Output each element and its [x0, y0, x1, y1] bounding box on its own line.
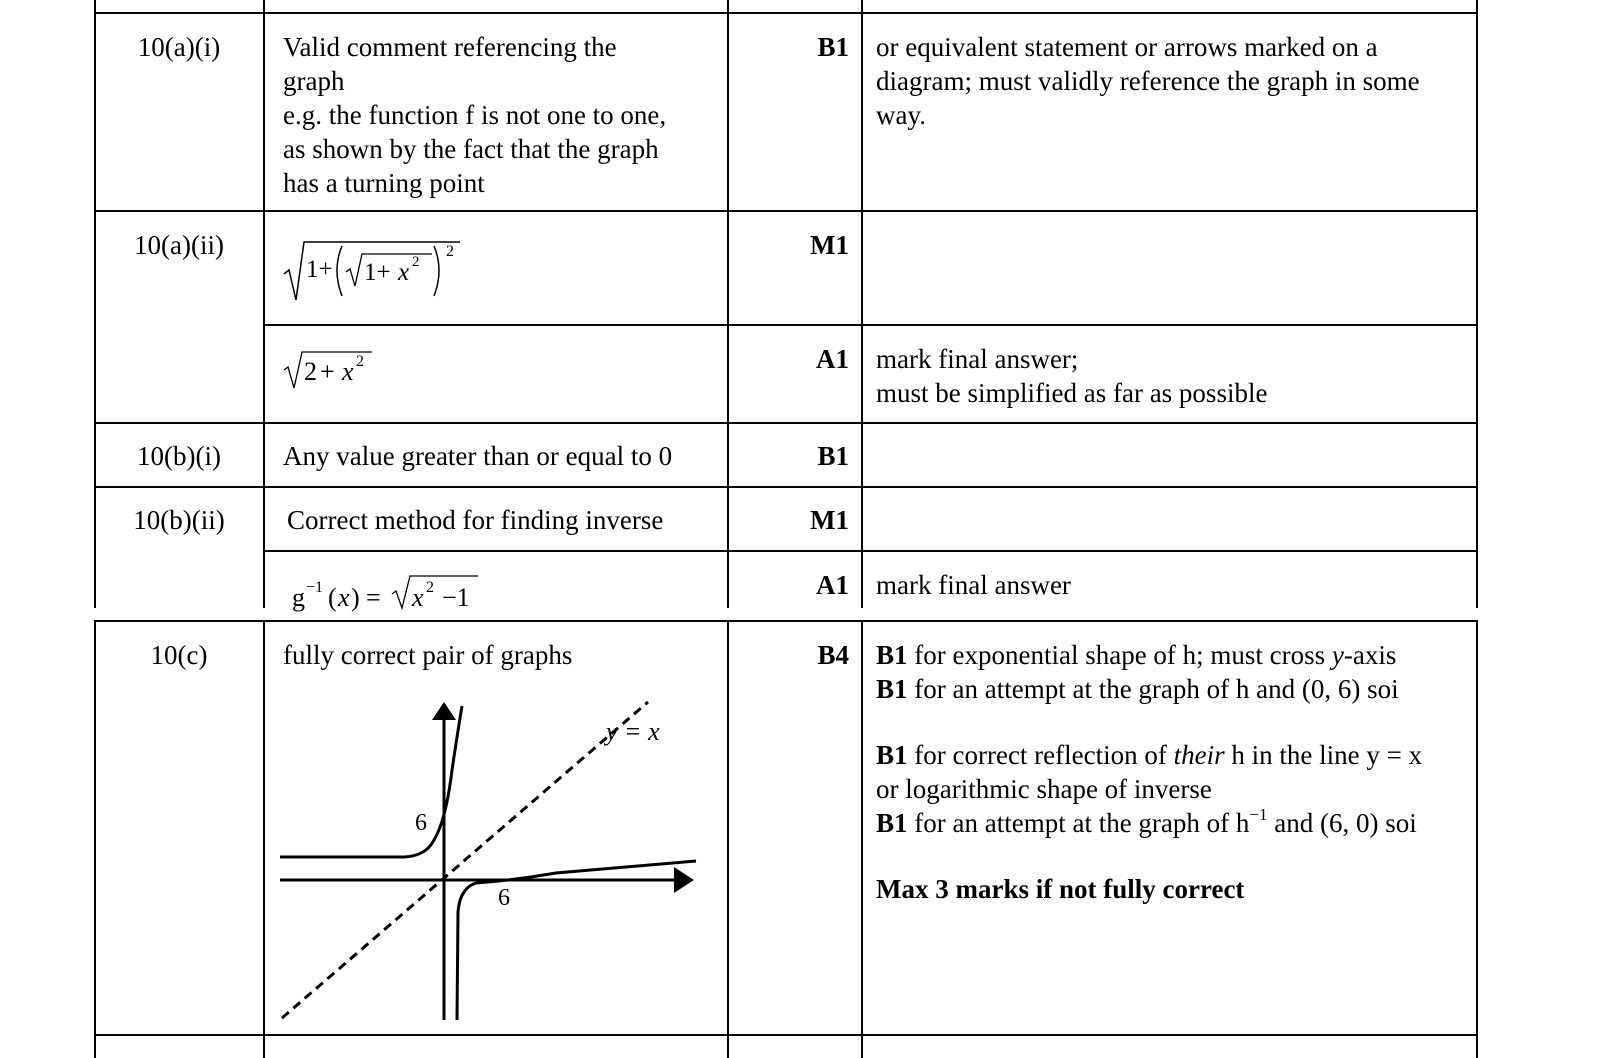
- svg-text:−1: −1: [306, 579, 324, 596]
- svg-text:x: x: [338, 583, 350, 612]
- mark-code: M1: [810, 505, 849, 535]
- col-rule-right: [1476, 0, 1478, 608]
- x-axis-arrow: [674, 867, 694, 893]
- svg-text:2: 2: [304, 357, 317, 386]
- guidance-line: must be simplified as far as possible: [876, 378, 1268, 408]
- mark-code: A1: [816, 344, 849, 374]
- svg-text:2: 2: [426, 579, 434, 596]
- guidance-line: mark final answer;: [876, 344, 1079, 374]
- nested-root-expression: [282, 230, 502, 310]
- svg-text:x: x: [398, 259, 410, 286]
- guidance-line: or logarithmic shape of inverse: [876, 774, 1212, 804]
- guidance-line: B1 for an attempt at the graph of h and (0, 6) soi: [876, 674, 1399, 704]
- question-number: 10(b)(i): [137, 441, 221, 471]
- line-y-equals-x: [282, 702, 648, 1018]
- svg-text:2: 2: [446, 243, 454, 260]
- svg-text:1+: 1+: [306, 256, 333, 283]
- col-rule-left-2: [94, 620, 96, 1058]
- guidance-line: B1 for exponential shape of h; must cross y-axis: [876, 640, 1397, 670]
- svg-text:x: x: [412, 583, 424, 612]
- col-rule-right-2: [1476, 620, 1478, 1058]
- svg-text:2: 2: [356, 353, 364, 370]
- graph-sketch: [276, 700, 706, 1040]
- label-y-equals-x: y = x: [606, 717, 660, 746]
- guidance-line: mark final answer: [876, 570, 1071, 600]
- answer-text: fully correct pair of graphs: [283, 640, 573, 670]
- guidance-line: B1 for correct reflection of their h in the line y = x: [876, 740, 1423, 770]
- guidance-line: or equivalent statement or arrows marked on a: [876, 32, 1378, 62]
- answer-line: as shown by the fact that the graph: [283, 134, 659, 164]
- guidance-line: B1 for an attempt at the graph of $h^{-1}$ and (6, 0) soi: [876, 805, 1417, 838]
- mark-code: B4: [817, 640, 849, 670]
- svg-text:): ): [351, 583, 360, 612]
- col-rule-mark-2: [727, 620, 729, 1058]
- simplified-root-expression: [282, 346, 402, 396]
- mark-code: M1: [810, 230, 849, 260]
- answer-line: Valid comment referencing the: [283, 32, 617, 62]
- label-inverse-intercept: 6: [498, 885, 510, 911]
- label-h-intercept: 6: [415, 810, 427, 836]
- question-number: 10(b)(ii): [133, 505, 225, 535]
- mark-code: B1: [817, 441, 849, 471]
- rule-top: [94, 12, 1477, 14]
- rule-a-ii-bottom: [94, 422, 1477, 424]
- answer-text: Any value greater than or equal to 0: [283, 441, 673, 471]
- svg-text:+: +: [320, 357, 335, 386]
- guidance-max-marks: Max 3 marks if not fully correct: [876, 874, 1245, 904]
- svg-text:g: g: [292, 583, 305, 612]
- curve-h-inverse: [457, 861, 696, 1020]
- col-rule-guidance-2: [861, 620, 863, 1058]
- rule-a-i-bottom: [94, 210, 1477, 212]
- mark-code: B1: [817, 32, 849, 62]
- col-rule-guidance: [861, 0, 863, 608]
- guidance-line: way.: [876, 100, 926, 130]
- answer-text: Correct method for finding inverse: [287, 505, 664, 535]
- rule-b-ii-mid: [264, 550, 1477, 552]
- rule-a-ii-mid: [264, 324, 1477, 326]
- question-number: 10(a)(ii): [134, 230, 224, 260]
- svg-text:−1: −1: [442, 583, 470, 612]
- question-number: 10(c): [150, 640, 208, 670]
- guidance-line: diagram; must validly reference the graph in some: [876, 66, 1420, 96]
- mark-code: A1: [816, 570, 849, 600]
- rule-b-i-bottom: [94, 486, 1477, 488]
- answer-line: graph: [283, 66, 345, 96]
- col-rule-answer-2: [263, 620, 265, 1058]
- y-axis-arrow: [432, 702, 456, 720]
- svg-text:=: =: [366, 583, 381, 612]
- svg-text:x: x: [342, 357, 354, 386]
- answer-line: e.g. the function f is not one to one,: [283, 100, 667, 130]
- curve-h: [280, 706, 462, 857]
- svg-text:2: 2: [412, 254, 420, 270]
- inverse-function-expression: [286, 560, 506, 620]
- rule-c-top: [94, 620, 1477, 622]
- question-number: 10(a)(i): [137, 32, 221, 62]
- answer-line: has a turning point: [283, 168, 485, 198]
- svg-text:1+: 1+: [364, 259, 391, 286]
- svg-text:(: (: [328, 583, 337, 612]
